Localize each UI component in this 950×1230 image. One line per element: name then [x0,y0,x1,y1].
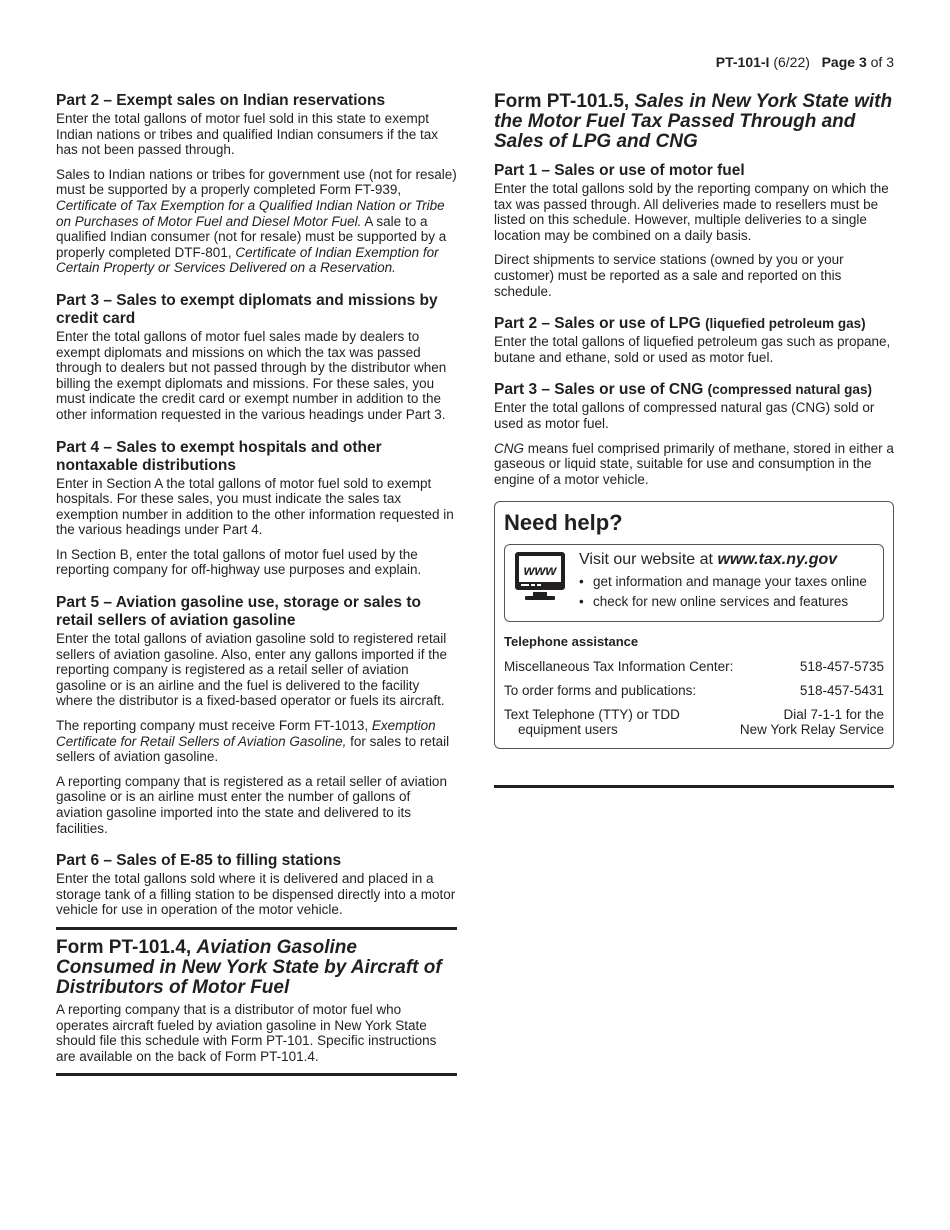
section-heading: Part 4 – Sales to exempt hospitals and other nontaxable distributions [56,438,382,474]
telephone-number: 518-457-5431 [799,682,884,698]
paragraph: Enter the total gallons of aviation gasoline sold to registered retail sellers of aviation gasoline. Also, enter any gallons imported if the reporting company is registered as a retail seller of aviation gasoline or is an airline and the fuel is delivered to the facility where the distributor is a fixed-based operator or fuels its aircraft. [56,631,447,709]
telephone-row [504,707,884,738]
paragraph: Enter the total gallons of liquefied petroleum gas such as propane, butane and ethane, sold or used as motor fuel. [494,334,891,365]
telephone-row [504,683,884,699]
divider [56,1073,457,1076]
need-help-box [494,501,894,748]
website-box [504,544,884,622]
list-item: • check for new online services and features [579,593,875,611]
text-run: Part 2 – Sales or use of LPG [494,315,706,333]
paragraph: A reporting company that is registered as a retail seller of aviation gasoline or is an airline must enter the number of gallons of aviation gasoline imported into the state and delivered to its facilities. [56,773,447,836]
paragraph: Direct shipments to service stations (owned by you or your customer) must be reported as a sale and reported on this schedule. [494,252,844,299]
text-run: means fuel comprised primarily of methane, stored in either a gaseous or liquid state, suitable for use and consumption in the engine of a motor vehicle. [494,440,894,487]
text-run: Dial 7-1-1 for the [783,706,884,722]
divider [494,785,894,788]
section-heading: Part 6 – Sales of E-85 to filling stations [56,852,342,870]
section-part6-e85 [56,852,457,918]
right-column [494,92,894,788]
paragraph: Enter the total gallons sold by the reporting company on which the tax was passed through. All deliveries made to resellers must be listed on this schedule. However, multiple deliveries to a single location may be combined on a daily basis. [494,181,889,243]
paragraph: Enter the total gallons of motor fuel sold in this state to exempt Indian nations or tribes and qualified Indian consumers if the tax has not been passed through. [56,111,438,158]
telephone-label [504,707,680,738]
text-run: Text Telephone (TTY) or TDD [504,706,680,722]
section-part5-aviation [56,594,457,836]
text-run: equipment users [518,722,618,738]
website-link[interactable]: www.tax.ny.gov [717,551,838,569]
section-part3-cng [494,381,894,487]
telephone-row [504,659,884,675]
telephone-label: Miscellaneous Tax Information Center: [504,659,734,675]
paragraph: In Section B, enter the total gallons of motor fuel used by the reporting company for off-highway use purposes and explain. [56,546,422,578]
section-heading: Part 5 – Aviation gasoline use, storage or sales to retail sellers of aviation gasoline [56,594,421,630]
text-run: for sales to retail sellers of aviation gasoline. [56,733,450,765]
page-total: of 3 [870,54,894,70]
text-run: Part 3 – Sales or use of CNG [494,381,708,399]
section-heading [494,381,894,399]
telephone-number: 518-457-5735 [799,659,884,675]
form-heading [494,92,894,152]
section-heading: Part 3 – Sales to exempt diplomats and missions by credit card [56,291,438,327]
computer-monitor-icon [513,550,569,607]
section-heading: Part 2 – Exempt sales on Indian reservations [56,92,386,109]
www-label: www [523,562,557,579]
text-run: The reporting company must receive Form FT-1013, [56,718,372,734]
telephone-number [740,707,884,738]
italic-run: Aviation Gasoline Consumed in New York State by Aircraft of Distributors of Motor Fuel [56,936,442,998]
telephone-heading: Telephone assistance [504,634,639,650]
help-title: Need help? [504,510,623,536]
paragraph: Enter in Section A the total gallons of motor fuel sold to exempt hospitals. For these sales, you must indicate the sales tax exemption number in addition to the other information requested in the various headings under Part 4. [56,475,454,538]
list-item: • get information and manage your taxes online [579,573,875,591]
section-part2-lpg [494,315,894,365]
page-label: Page [821,54,856,70]
paragraph: Enter the total gallons of motor fuel sales made by dealers to exempt diplomats and missions on which the tax was passed through to dealers but not passed through by the distributor when billing the exempt diplomats and missions. For these sales, you must indicate the credit card or exempt number in addition to the other information requested in the various headings under Part 3. [56,328,447,422]
form-heading [56,938,457,998]
text-run: Form PT-101.5, [494,91,635,112]
paragraph: Enter the total gallons of compressed natural gas (CNG) sold or used as motor fuel. [494,400,875,431]
text-run: New York Relay Service [739,722,884,738]
form-date: (6/22) [773,54,810,70]
telephone-label: To order forms and publications: [504,682,697,698]
text-run: A sale to a qualified Indian consumer (not for resale) must be supported by a properly completed DTF-801, [56,213,447,260]
text-run: Form PT-101.4, [56,936,197,958]
page-number: 3 [858,54,867,70]
section-part2-indian [56,92,457,276]
text-run: (compressed natural gas) [707,382,872,398]
italic-run: Exemption Certificate for Retail Sellers of Aviation Gasoline, [56,718,436,749]
text-run: (liquefied petroleum gas) [705,316,866,332]
italic-run: Certificate of Tax Exemption for a Qualified Indian Nation or Tribe on Purchases of Motor Fuel and Diesel Motor Fuel. [56,197,445,229]
section-form-pt1014 [56,930,457,1064]
text-run: Visit our website at [579,551,718,569]
visit-line [579,550,875,569]
italic-run: CNG [494,440,524,456]
paragraph [56,718,457,765]
form-id: PT-101-I [715,54,770,70]
left-column [56,92,457,1076]
italic-run: Certificate of Indian Exemption for Certain Property or Services Delivered on a Reservation. [56,244,439,276]
paragraph [56,167,457,276]
text-run: Sales to Indian nations or tribes for government use (not for resale) must be supported by a properly completed Form FT-939, [56,166,457,198]
website-text [579,550,875,613]
section-part1-motor-fuel [494,162,894,299]
italic-run: Sales in New York State with the Motor Fuel Tax Passed Through and Sales of LPG and CNG [494,91,893,152]
page-header [716,54,894,70]
paragraph: A reporting company that is a distributor of motor fuel who operates aircraft fueled by aviation gasoline in New York State should file this schedule with Form PT-101. Specific instructions are available on the back of Form PT-101.4. [56,1001,437,1064]
section-heading: Part 1 – Sales or use of motor fuel [494,162,745,179]
paragraph: Enter the total gallons sold where it is delivered and placed in a storage tank of a filling station to be dispensed directly into a motor vehicle for use in operation of the motor vehicle. [56,871,456,918]
paragraph [494,441,894,488]
section-part4-hospitals [56,439,457,579]
section-part3-diplomats [56,292,457,423]
section-heading [494,315,894,333]
